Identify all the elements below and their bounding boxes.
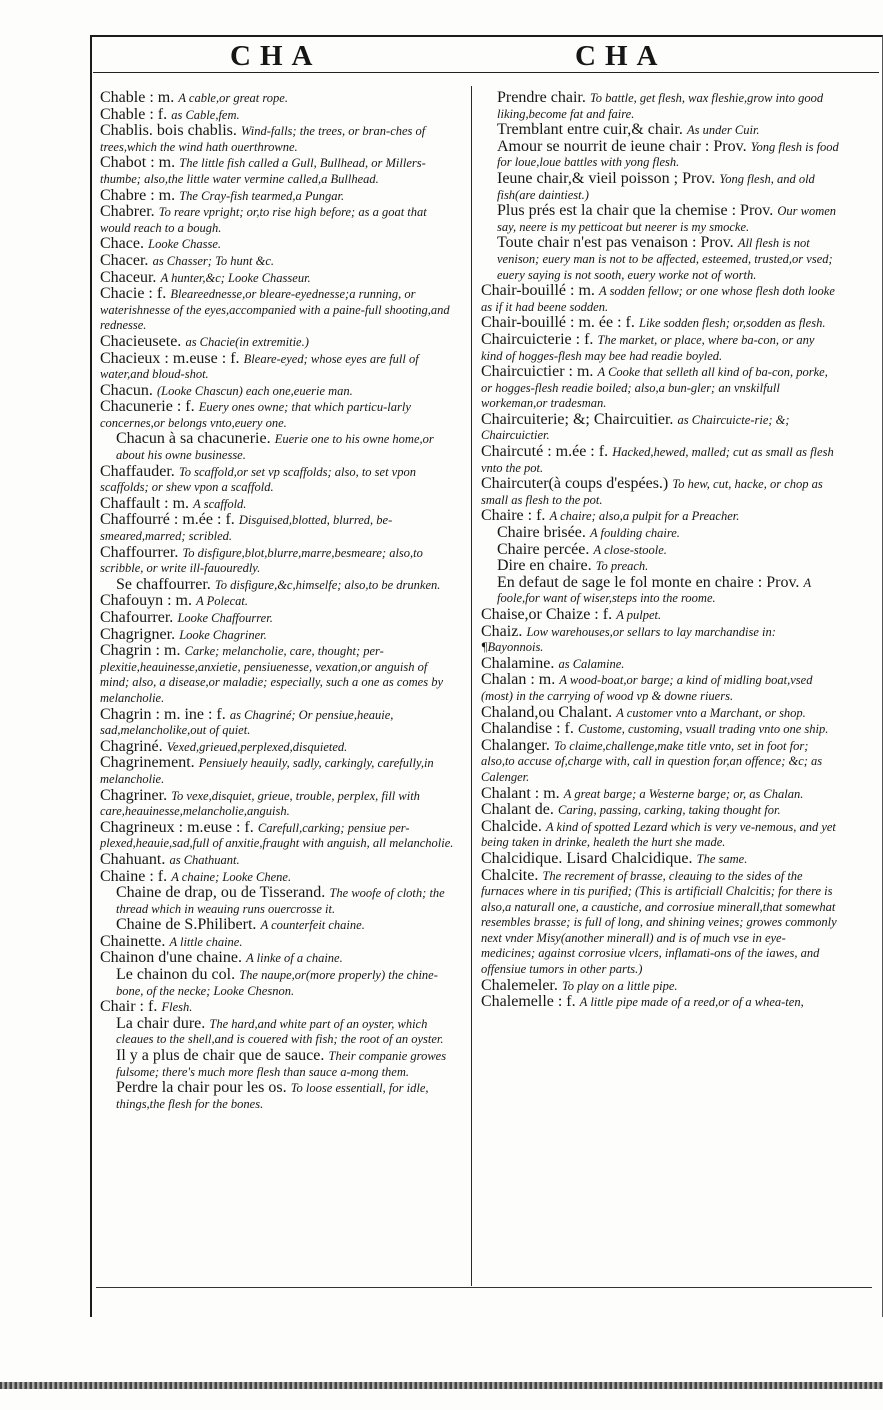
running-head-right: CHA: [575, 40, 667, 72]
entry-headword: Le chainon du col.: [116, 966, 236, 984]
entry-definition: To claime,challenge,make title vnto, set in foot for; also,to accuse of,charge with, call in question for,an offence; &c; as Calenger.: [481, 738, 823, 784]
dictionary-entry: [100, 788, 458, 820]
dictionary-entry: [481, 508, 839, 525]
dictionary-entry: [481, 525, 839, 542]
entry-definition: Bleareednesse,or bleare-eyednesse;a running, or waterishnesse of the eyes,accompanied with a paine-full shooting,and rednesse.: [100, 287, 450, 333]
entry-definition: A pulpet.: [616, 608, 662, 622]
entry-headword: Chacunerie : f.: [100, 398, 195, 416]
entry-headword: Chaceur.: [100, 268, 157, 286]
dictionary-entry: [481, 122, 839, 139]
dictionary-entry: [100, 399, 458, 431]
entry-headword: Chaland,ou Chalant.: [481, 703, 613, 721]
entry-headword: Chagrineux : m.euse : f.: [100, 818, 254, 836]
dictionary-entry: [100, 236, 458, 253]
dictionary-entry: [100, 707, 458, 739]
entry-definition: The hard,and white part of an oyster, which cleaues to the shell,and is couered with fish; the root of an oyster.: [116, 1016, 444, 1047]
entry-definition: A cable,or great rope.: [178, 91, 288, 105]
entry-definition: A wood-boat,or barge; a kind of midling boat,vsed (most) in the carrying of wood vp & downe riuers.: [481, 673, 813, 703]
dictionary-entry: [100, 512, 458, 544]
entry-headword: Ieune chair,& vieil poisson ; Prov.: [497, 169, 716, 187]
dictionary-entry: [481, 851, 839, 868]
entry-definition: Disguised,blotted, blurred, be-smeared,marred; scribled.: [100, 513, 393, 544]
dictionary-entry: [100, 967, 458, 999]
dictionary-entry: [100, 610, 458, 627]
dictionary-entry: [481, 819, 839, 851]
entry-headword: Chafourrer.: [100, 609, 174, 626]
dictionary-entry: [100, 90, 458, 107]
dictionary-entry: [100, 950, 458, 967]
entry-definition: (Looke Chascun) each one,euerie man.: [157, 383, 353, 398]
entry-headword: Chahuant.: [100, 850, 166, 868]
column-divider: [471, 86, 472, 1286]
dictionary-entry: [481, 283, 839, 315]
entry-definition: A Polecat.: [196, 594, 248, 609]
dictionary-entry: [481, 542, 839, 559]
dictionary-entry: [481, 171, 839, 203]
dictionary-entry: [100, 755, 458, 787]
entry-definition: Carke; melancholie, care, thought; per-plexitie,heauinesse,anxietie, pensiuenesse, vexation,or anguish of mind; also, a disease,or maladie; especially, such a one as comes by melancholie.: [100, 644, 443, 705]
entry-definition: as Chagriné; Or pensiue,heauie, sad,melancholike,out of quiet.: [100, 707, 394, 738]
entry-headword: Chacer.: [100, 251, 149, 269]
dictionary-entry: [100, 286, 458, 334]
entry-headword: Chaircuicterie : f.: [481, 330, 594, 348]
dictionary-entry: [100, 999, 458, 1016]
entry-definition: The Cray-fish tearmed,a Pungar.: [179, 188, 345, 203]
entry-definition: as Calamine.: [558, 656, 625, 671]
dictionary-entry: [100, 1016, 458, 1048]
dictionary-entry: [481, 444, 839, 476]
dictionary-entry: [481, 139, 839, 171]
dictionary-entry: [481, 203, 839, 235]
entry-headword: Chaine de drap, ou de Tisserand.: [116, 884, 326, 902]
entry-headword: Chaircuiterie; &; Chaircuitier.: [481, 410, 674, 428]
dictionary-entry: [100, 431, 458, 463]
entry-headword: Chaire brisée.: [497, 524, 586, 542]
dictionary-entry: [100, 593, 458, 610]
entry-headword: Chalcidique. Lisard Chalcidique.: [481, 849, 693, 867]
right-column: [481, 90, 839, 1011]
entry-headword: Chalant : m.: [481, 784, 560, 802]
entry-headword: Amour se nourrit de ieune chair : Prov.: [497, 137, 747, 155]
dictionary-entry: [481, 235, 839, 283]
dictionary-entry: [100, 123, 458, 155]
dictionary-entry: [100, 852, 458, 869]
entry-definition: A counterfeit chaine.: [260, 918, 365, 933]
dictionary-entry: [481, 868, 839, 978]
entry-definition: The market, or place, where ba-con, or any kind of hogges-flesh may bee had readie boyled.: [481, 332, 815, 363]
header-rule: [93, 72, 879, 73]
dictionary-entry: [100, 627, 458, 644]
entry-definition: Flesh.: [161, 1000, 193, 1015]
entry-definition: A sodden fellow; or one whose flesh doth looke as if it had beene sodden.: [481, 284, 835, 314]
entry-definition: Looke Chaffourrer.: [177, 611, 273, 625]
entry-definition: as Chacie(in extremitie.): [185, 334, 309, 349]
entry-definition: A foole,for want of wiser,steps into the roome.: [497, 575, 811, 606]
entry-definition: Caring, passing, carking, taking thought for.: [558, 803, 781, 818]
dictionary-entry: [481, 994, 839, 1011]
entry-headword: Chalcide.: [481, 817, 542, 835]
running-head-left: CHA: [230, 40, 322, 72]
entry-headword: Chalan : m.: [481, 671, 556, 689]
entry-headword: Chaise,or Chaize : f.: [481, 606, 613, 623]
entry-headword: Chagrinement.: [100, 754, 195, 772]
entry-definition: All flesh is not venison; euery man is not to be affected, esteemed, trusted,or vsed; euery saying is not sooth, euery worke not of worth.: [497, 236, 833, 282]
dictionary-entry: [481, 705, 839, 722]
bottom-rule: [96, 1287, 872, 1288]
entry-definition: The little fish called a Gull, Bullhead, or Millers-thumbe; also,the little water vermine called,a Bullhead.: [100, 156, 426, 186]
left-column: [100, 90, 458, 1112]
entry-definition: as Chathuant.: [169, 852, 240, 867]
entry-definition: The same.: [696, 851, 748, 866]
dictionary-entry: [481, 802, 839, 819]
entry-headword: Il y a plus de chair que de sauce.: [116, 1047, 325, 1065]
entry-definition: A great barge; a Westerne barge; or, as Chalan.: [563, 786, 804, 801]
dictionary-entry: [481, 607, 839, 624]
entry-definition: Yong flesh, and old fish(are daintiest.): [497, 171, 815, 202]
entry-headword: Perdre la chair pour les os.: [116, 1079, 287, 1097]
entry-headword: Chaire percée.: [497, 540, 590, 558]
dictionary-entry: [481, 332, 839, 364]
entry-definition: To scaffold,or set vp scaffolds; also, to set vpon scaffolds; or shew vpon a scaffold.: [100, 464, 416, 495]
entry-definition: Custome, customing, vsuall trading vnto one ship.: [578, 722, 829, 737]
dictionary-entry: [100, 643, 458, 706]
entry-headword: Chainon d'une chaine.: [100, 949, 242, 967]
entry-headword: Chagrin : m. ine : f.: [100, 705, 226, 723]
dictionary-entry: [100, 188, 458, 205]
entry-headword: Chable : f.: [100, 105, 168, 123]
entry-definition: Vexed,grieued,perplexed,disquieted.: [166, 739, 348, 754]
entry-headword: Chalanger.: [481, 736, 550, 754]
entry-definition: Carefull,carking; pensiue per-plexed,heauie,sad,full of anxitie,fraught with anguish, all melancholie.: [100, 820, 454, 851]
dictionary-entry: [481, 364, 839, 412]
entry-headword: En defaut de sage le fol monte en chaire : Prov.: [497, 573, 800, 591]
entry-headword: Chaffourrer.: [100, 543, 179, 561]
entry-headword: Chafouyn : m.: [100, 592, 192, 610]
entry-definition: Our women say, neere is my petticoat but neerer is my smocke.: [497, 204, 837, 234]
dictionary-entry: [481, 978, 839, 995]
dictionary-entry: [481, 738, 839, 786]
entry-headword: Chalamine.: [481, 654, 555, 672]
entry-headword: Chair : f.: [100, 998, 158, 1016]
entry-headword: Dire en chaire.: [497, 557, 592, 575]
dictionary-entry: [100, 934, 458, 951]
entry-definition: as Chasser; To hunt &c.: [152, 253, 274, 268]
dictionary-entry: [481, 476, 839, 508]
entry-definition: The naupe,or(more properly) the chine-bone, of the necke; Looke Chesnon.: [116, 968, 438, 998]
dictionary-entry: [100, 917, 458, 934]
entry-definition: To disfigure,&c,himselfe; also,to be drunken.: [214, 577, 441, 592]
entry-headword: Toute chair n'est pas venaison : Prov.: [497, 234, 734, 252]
dictionary-entry: [100, 739, 458, 756]
dictionary-entry: [100, 155, 458, 187]
entry-headword: Chaire : f.: [481, 507, 546, 525]
dictionary-entry: [100, 869, 458, 886]
entry-definition: To battle, get flesh, wax fleshie,grow into good liking,become fat and faire.: [497, 91, 824, 121]
entry-definition: A chaine; Looke Chene.: [171, 869, 292, 884]
entry-definition: The woofe of cloth; the thread which in weauing runs ouercrosse it.: [116, 886, 445, 916]
entry-definition: To loose essentiall, for idle, things,the flesh for the bones.: [116, 1081, 429, 1111]
entry-headword: Chacieux : m.euse : f.: [100, 349, 240, 367]
entry-headword: La chair dure.: [116, 1014, 206, 1032]
dictionary-entry: [100, 464, 458, 496]
dictionary-entry: [481, 558, 839, 575]
entry-headword: Tremblant entre cuir,& chair.: [497, 121, 683, 139]
entry-headword: Chagrin : m.: [100, 642, 181, 660]
entry-headword: Chaircuictier : m.: [481, 363, 594, 381]
entry-definition: A kind of spotted Lezard which is very ve-nemous, and yet being taken in drinke, healeth the hurt she made.: [481, 819, 836, 850]
entry-definition: as Chaircuicte-rie; &; Chaircuictier.: [481, 412, 790, 443]
entry-definition: The recrement of brasse, cleauing to the sides of the furnaces where in tis purified; (This is artificiall Chalcitis; for there is also,a naturall one, a caustiche, and corrosiue minerall,that somewhat resembles brasse; is full of long, and shining veines; growes commonly next vnder Misy(another minerall) and is of much vse in eye-medicines; against corrosiue vlcers, inflamati-ons of the iawes, and offensiue tumors in other parts.): [481, 868, 837, 977]
dictionary-entry: [100, 383, 458, 400]
entry-definition: A foulding chaire.: [590, 526, 680, 541]
entry-headword: Chair-bouillé : m. ée : f.: [481, 314, 635, 332]
entry-headword: Chaffourré : m.ée : f.: [100, 511, 235, 529]
entry-headword: Chacieusete.: [100, 332, 182, 350]
entry-headword: Chaine de S.Philibert.: [116, 916, 257, 934]
entry-headword: Chainette.: [100, 932, 166, 950]
entry-definition: Hacked,hewed, malled; cut as small as flesh vnto the pot.: [481, 445, 834, 475]
entry-definition: To disfigure,blot,blurre,marre,besmeare; also,to scribble, or write ill-fauouredly.: [100, 545, 423, 576]
dictionary-entry: [481, 90, 839, 122]
entry-headword: Chaffault : m.: [100, 494, 190, 512]
dictionary-entry: [100, 107, 458, 124]
scan-edge-band: [0, 1382, 883, 1389]
entry-headword: Chabre : m.: [100, 186, 176, 204]
dictionary-entry: [100, 885, 458, 917]
dictionary-entry: [481, 672, 839, 704]
entry-headword: Chalandise : f.: [481, 720, 574, 738]
entry-headword: Chalant de.: [481, 801, 554, 819]
entry-headword: Chagrigner.: [100, 625, 176, 643]
entry-definition: Euerie one to his owne home,or about his owne businesse.: [116, 432, 434, 463]
entry-headword: Chaine : f.: [100, 867, 168, 885]
dictionary-entry: [100, 820, 458, 852]
dictionary-entry: [100, 334, 458, 351]
entry-headword: Chacun.: [100, 381, 153, 399]
entry-definition: To vexe,disquiet, grieue, trouble, perplex, fill with care,heauinesse,melancholie,anguish.: [100, 788, 420, 819]
entry-headword: Chalcite.: [481, 866, 539, 884]
entry-definition: To play on a little pipe.: [562, 978, 678, 993]
dictionary-entry: [481, 575, 839, 607]
dictionary-entry: [100, 351, 458, 383]
entry-headword: Plus prés est la chair que la chemise : Prov.: [497, 202, 774, 220]
entry-definition: A customer vnto a Marchant, or shop.: [616, 705, 806, 720]
entry-headword: Chabrer.: [100, 203, 155, 221]
entry-definition: A hunter,&c; Looke Chasseur.: [160, 270, 311, 285]
entry-definition: Low warehouses,or sellars to lay marchandise in: ¶Bayonnois.: [481, 624, 776, 655]
entry-definition: Like sodden flesh; or,sodden as flesh.: [639, 316, 826, 331]
entry-headword: Chalemeler.: [481, 976, 558, 994]
dictionary-entry: [481, 656, 839, 673]
entry-headword: Chagriné.: [100, 737, 163, 755]
entry-definition: A chaire; also,a pulpit for a Preacher.: [549, 509, 740, 524]
dictionary-entry: [100, 270, 458, 287]
entry-headword: Chaircuter(à coups d'espées.): [481, 475, 669, 493]
entry-definition: Wind-falls; the trees, or bran-ches of trees,which the wind hath ouerthrowne.: [100, 124, 426, 154]
entry-headword: Chabot : m.: [100, 154, 176, 172]
dictionary-entry: [100, 1048, 458, 1080]
entry-definition: Yong flesh is food for loue,loue battles with yong flesh.: [497, 139, 839, 170]
entry-headword: Chagriner.: [100, 786, 168, 804]
dictionary-entry: [100, 577, 458, 594]
entry-headword: Chacun à sa chacunerie.: [116, 430, 271, 448]
entry-definition: Euery ones owne; that which particu-larly concernes,or belongs vnto,euery one.: [100, 400, 411, 430]
entry-definition: To reare vpright; or,to rise high before; as a goat that would reach to a bough.: [100, 205, 427, 235]
entry-headword: Chalemelle : f.: [481, 993, 576, 1011]
entry-headword: Chacie : f.: [100, 285, 167, 303]
dictionary-entry: [100, 545, 458, 577]
entry-definition: To hew, cut, hacke, or chop as small as flesh to the pot.: [481, 477, 823, 507]
dictionary-entry: [100, 496, 458, 513]
entry-headword: Chaircuté : m.ée : f.: [481, 443, 609, 461]
entry-headword: Chaiz.: [481, 622, 523, 640]
entry-headword: Chable : m.: [100, 89, 175, 106]
entry-definition: A linke of a chaine.: [246, 951, 343, 966]
dictionary-entry: [100, 1080, 458, 1112]
entry-headword: Chablis. bois chablis.: [100, 122, 237, 140]
dictionary-entry: [481, 721, 839, 738]
entry-definition: As under Cuir.: [686, 123, 760, 138]
entry-definition: A little pipe made of a reed,or of a whea-ten,: [579, 995, 804, 1010]
entry-definition: Looke Chasse.: [148, 237, 222, 252]
entry-definition: A Cooke that selleth all kind of ba-con, porke, or hogges-flesh readie boiled; also,a bun-gler; an vnskilfull workeman,or tradesman.: [481, 365, 828, 411]
dictionary-entry: [100, 253, 458, 270]
entry-definition: Looke Chagriner.: [179, 627, 267, 642]
entry-definition: as Cable,fem.: [171, 107, 240, 122]
entry-headword: Chace.: [100, 235, 144, 253]
entry-definition: To preach.: [595, 559, 649, 574]
entry-definition: A close-stoole.: [593, 542, 667, 557]
entry-definition: A little chaine.: [169, 934, 243, 949]
entry-definition: A scaffold.: [193, 496, 247, 511]
dictionary-entry: [481, 412, 839, 444]
dictionary-entry: [100, 204, 458, 236]
entry-headword: Prendre chair.: [497, 89, 586, 106]
entry-definition: Bleare-eyed; whose eyes are full of water,and bloud-shot.: [100, 351, 419, 382]
entry-headword: Se chaffourrer.: [116, 575, 211, 593]
entry-definition: Their companie growes fulsome; there's much more flesh than sauce a-mong them.: [116, 1049, 447, 1079]
dictionary-entry: [481, 315, 839, 332]
dictionary-entry: [481, 786, 839, 803]
entry-headword: Chair-bouillé : m.: [481, 282, 595, 300]
dictionary-entry: [481, 624, 839, 656]
entry-headword: Chaffauder.: [100, 462, 175, 480]
entry-definition: Pensiuely heauily, sadly, carkingly, carefully,in melancholie.: [100, 756, 434, 786]
